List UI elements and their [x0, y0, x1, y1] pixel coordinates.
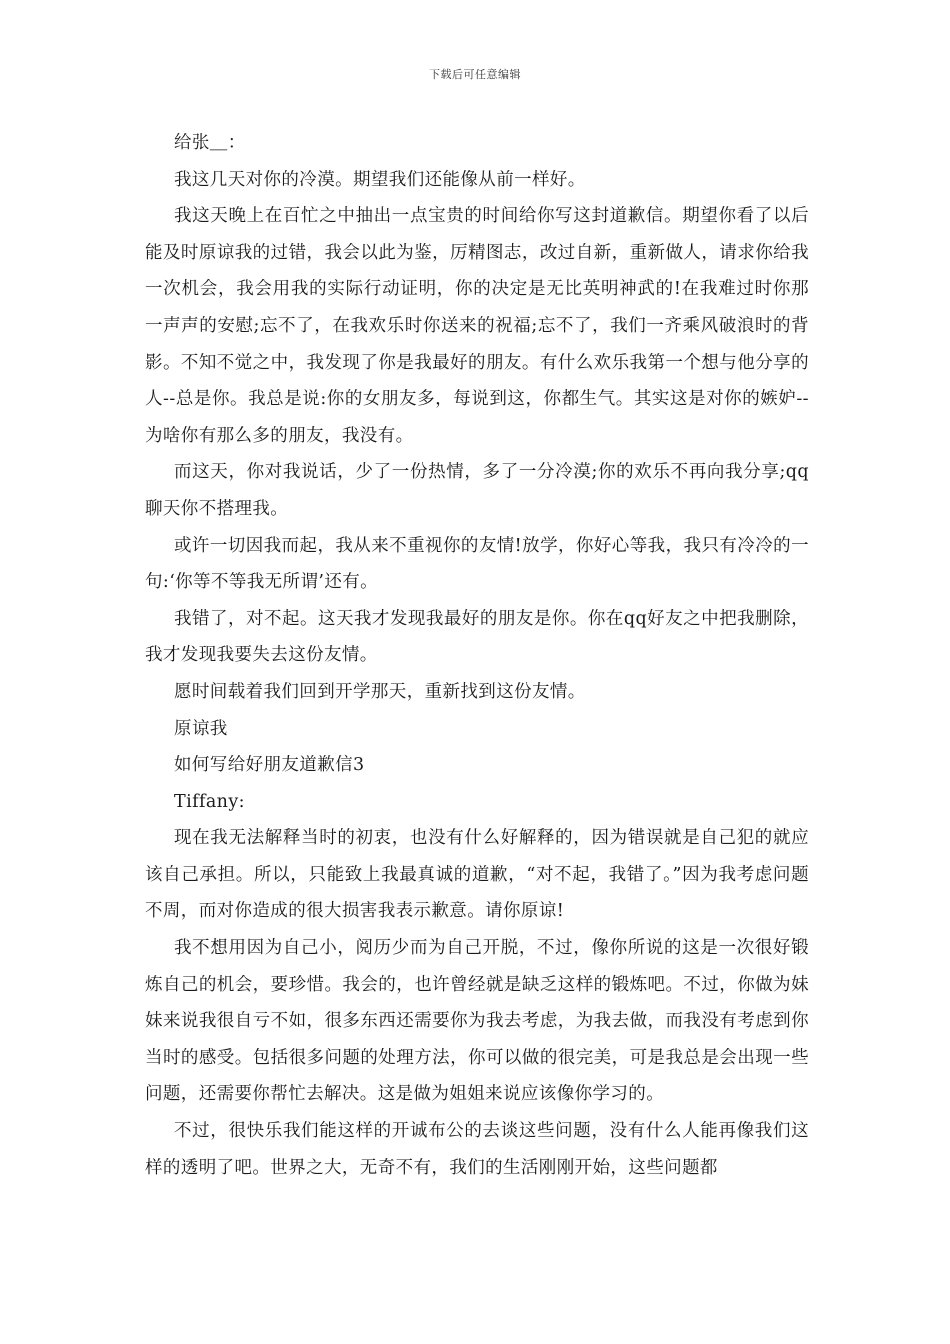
- paragraph: 愿时间载着我们回到开学那天，重新找到这份友情。: [174, 681, 586, 702]
- salutation: Tiffany:: [174, 791, 245, 812]
- paragraph: 或许一切因我而起，我从来不重视你的友情!放学，你好心等我，我只有冷冷的一句:‘你等不等我无所谓’还有。: [145, 535, 809, 593]
- paragraph: 我错了，对不起。这天我才发现我最好的朋友是你。你在qq好友之中把我删除，我才发现我要失去这份友情。: [145, 608, 809, 666]
- paragraph: 现在我无法解释当时的初衷，也没有什么好解释的，因为错误就是自己犯的就应该自己承担。所以，只能致上我最真诚的道歉，“对不起，我错了。”因为我考虑问题不周，而对你造成的很大损害我表示歉意。请你原谅!: [145, 828, 809, 922]
- section-title: 如何写给好朋友道歉信3: [174, 755, 365, 776]
- paragraph: 我这天晚上在百忙之中抽出一点宝贵的时间给你写这封道歉信。期望你看了以后能及时原谅我的过错，我会以此为鉴，厉精图志，改过自新，重新做人，请求你给我一次机会，我会用我的实际行动证明，你的决定是无比英明神武的!在我难过时你那一声声的安慰;忘不了，在我欢乐时你送来的祝福;忘不了，我们一齐乘风破浪时的背影。不知不觉之中，我发现了你是我最好的朋友。有什么欢乐我第一个想与他分享的人--总是你。我总是说:你的女朋友多，每说到这，你都生气。其实这是对你的嫉妒--为啥你有那么多的朋友，我没有。: [145, 206, 809, 446]
- paragraph: 不过，很快乐我们能这样的开诚布公的去谈这些问题，没有什么人能再像我们这样的透明了吧。世界之大，无奇不有，我们的生活刚刚开始，这些问题都: [145, 1121, 809, 1178]
- document-body: [145, 125, 809, 1186]
- page-header: 下载后可任意编辑: [429, 68, 521, 81]
- paragraph: 我这几天对你的冷漠。期望我们还能像从前一样好。: [174, 169, 586, 190]
- closing-line: 原谅我: [174, 718, 228, 739]
- paragraph: 我不想用因为自己小，阅历少而为自己开脱，不过，像你所说的这是一次很好锻炼自己的机会，要珍惜。我会的，也许曾经就是缺乏这样的锻炼吧。不过，你做为妹妹来说我很自亏不如，很多东西还需要你为我去考虑，为我去做，而我没有考虑到你当时的感受。包括很多问题的处理方法，你可以做的很完美，可是我总是会出现一些问题，还需要你帮忙去解决。这是做为姐姐来说应该像你学习的。: [145, 938, 809, 1105]
- salutation: 给张＿：: [174, 133, 246, 153]
- paragraph: 而这天，你对我说话，少了一份热情，多了一分冷漠;你的欢乐不再向我分享;qq聊天你不搭理我。: [145, 462, 809, 519]
